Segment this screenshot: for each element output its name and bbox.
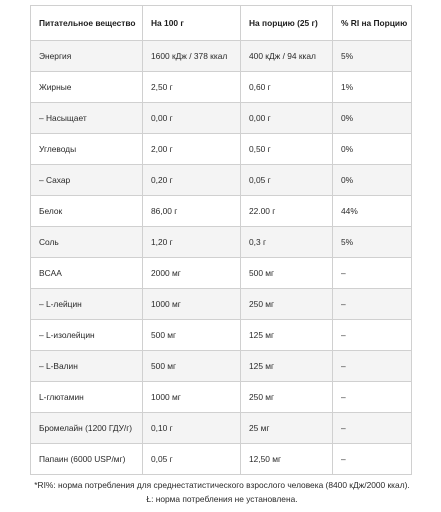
table-row [31,444,412,475]
cell-per-100g: 86,00 г [143,196,241,227]
cell-per-serving: 250 мг [241,289,333,320]
table-row [31,227,412,258]
cell-per-serving: 250 мг [241,382,333,413]
table-row [31,258,412,289]
cell-per-serving: 0,50 г [241,134,333,165]
cell-nutrient: Бромелайн (1200 ГДУ/г) [31,413,143,444]
cell-nutrient: Энергия [31,41,143,72]
table-row [31,289,412,320]
cell-per-serving: 400 кДж / 94 ккал [241,41,333,72]
cell-ri-percent: – [333,382,412,413]
header-per-100g: На 100 г [143,6,241,41]
table-row [31,103,412,134]
cell-per-100g: 2,50 г [143,72,241,103]
cell-per-100g: 500 мг [143,320,241,351]
cell-nutrient: Папаин (6000 USP/мг) [31,444,143,475]
cell-nutrient: Углеводы [31,134,143,165]
table-row [31,72,412,103]
cell-per-100g: 0,05 г [143,444,241,475]
footnote-ri-definition: *RI%: норма потребления для среднестатистического взрослого человека (8400 кДж/2000 ккал). [34,480,410,490]
cell-nutrient: Белок [31,196,143,227]
cell-per-100g: 0,00 г [143,103,241,134]
cell-ri-percent: 0% [333,165,412,196]
cell-per-serving: 12,50 мг [241,444,333,475]
cell-nutrient: – Сахар [31,165,143,196]
cell-ri-percent: – [333,444,412,475]
header-per-serving: На порцию (25 г) [241,6,333,41]
footnote-not-established: Ł: норма потребления не установлена. [146,494,298,504]
cell-per-serving: 22.00 г [241,196,333,227]
cell-nutrient: – Насыщает [31,103,143,134]
table-row [31,382,412,413]
cell-per-serving: 0,3 г [241,227,333,258]
cell-nutrient: Жирные [31,72,143,103]
cell-per-100g: 0,20 г [143,165,241,196]
cell-per-100g: 2,00 г [143,134,241,165]
table-row [31,196,412,227]
cell-ri-percent: – [333,289,412,320]
cell-ri-percent: – [333,258,412,289]
cell-ri-percent: – [333,351,412,382]
cell-ri-percent: 5% [333,41,412,72]
header-row [31,6,412,41]
cell-per-serving: 125 мг [241,320,333,351]
cell-nutrient: Соль [31,227,143,258]
table-row [31,41,412,72]
table-row [31,134,412,165]
cell-per-serving: 500 мг [241,258,333,289]
cell-per-100g: 1,20 г [143,227,241,258]
cell-ri-percent: 0% [333,103,412,134]
header-nutrient: Питательное вещество [31,6,143,41]
table-row [31,165,412,196]
cell-ri-percent: 44% [333,196,412,227]
footnote [4,478,440,506]
cell-nutrient: BCAA [31,258,143,289]
table-header [31,6,412,41]
table-row [31,413,412,444]
table-row [31,320,412,351]
cell-per-100g: 1000 мг [143,289,241,320]
cell-per-100g: 500 мг [143,351,241,382]
cell-nutrient: L-глютамин [31,382,143,413]
cell-per-100g: 0,10 г [143,413,241,444]
cell-ri-percent: – [333,320,412,351]
cell-per-serving: 0,60 г [241,72,333,103]
cell-per-100g: 1600 кДж / 378 ккал [143,41,241,72]
cell-per-100g: 1000 мг [143,382,241,413]
cell-nutrient: – L-изолейцин [31,320,143,351]
cell-per-serving: 0,00 г [241,103,333,134]
cell-nutrient: – L-лейцин [31,289,143,320]
header-ri-percent: % RI на Порцию [333,6,412,41]
table-row [31,351,412,382]
cell-per-100g: 2000 мг [143,258,241,289]
cell-nutrient: – L-Валин [31,351,143,382]
cell-per-serving: 0,05 г [241,165,333,196]
cell-ri-percent: 5% [333,227,412,258]
cell-ri-percent: – [333,413,412,444]
cell-per-serving: 125 мг [241,351,333,382]
nutrition-table [30,5,412,475]
cell-ri-percent: 0% [333,134,412,165]
cell-ri-percent: 1% [333,72,412,103]
cell-per-serving: 25 мг [241,413,333,444]
table-body [31,41,412,475]
